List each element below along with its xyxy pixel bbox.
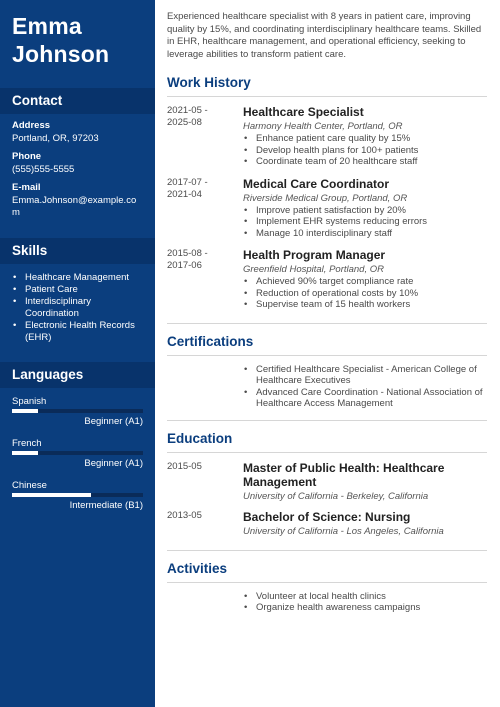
phone-label: Phone <box>12 151 42 162</box>
duty-item: • Implement EHR systems reducing errors <box>243 216 487 228</box>
duties-list <box>243 205 487 240</box>
section-divider <box>167 96 487 97</box>
skill-item: • Healthcare Management <box>12 272 147 284</box>
languages-list <box>0 388 155 512</box>
section-divider <box>167 452 487 453</box>
skill-item: • Interdisciplinary Coordination <box>12 296 147 320</box>
degree: Bachelor of Science: Nursing <box>243 509 411 524</box>
section-divider <box>167 355 487 356</box>
duties-list <box>243 133 487 168</box>
activities-heading: Activities <box>167 560 228 576</box>
duty-item: • Reduction of operational costs by 10% <box>243 288 487 300</box>
last-name: Johnson <box>12 41 110 67</box>
duties-list <box>243 276 487 311</box>
work-dates <box>167 105 243 168</box>
languages-heading: Languages <box>0 362 155 388</box>
language-item <box>12 438 143 470</box>
language-proficiency-bar <box>12 451 143 455</box>
skills-list <box>0 264 155 344</box>
education-heading: Education <box>167 430 233 446</box>
work-entry-body <box>243 248 487 311</box>
education-entry <box>167 461 487 503</box>
main-content <box>155 0 500 707</box>
contact-block <box>0 114 155 220</box>
first-name: Emma <box>12 13 82 39</box>
work-entry <box>167 177 487 240</box>
summary-text: Experienced healthcare specialist with 8 years in patient care, improving quality by 15%, and coordinating interdisciplinary healthcare teams. Skilled in EHR, healthcare management, and operational efficiency, seeking to leverage abilities to transform patient care. <box>167 11 482 60</box>
language-proficiency-fill <box>12 493 91 497</box>
date-start: 2017-07 - <box>167 176 208 188</box>
activities-list <box>243 591 487 614</box>
school: University of California - Los Angeles, California <box>243 525 444 537</box>
contact-heading: Contact <box>0 88 155 114</box>
duty-item: • Enhance patient care quality by 15% <box>243 133 487 145</box>
employer: Greenfield Hospital, Portland, OR <box>243 264 384 275</box>
language-item <box>12 480 143 512</box>
language-name: Spanish <box>12 395 47 407</box>
sidebar <box>0 0 155 707</box>
language-proficiency-bar <box>12 409 143 413</box>
work-entry-body <box>243 177 487 240</box>
work-entry-body <box>243 105 487 168</box>
work-dates <box>167 177 243 240</box>
education-entry-body <box>243 510 487 538</box>
education-entry-body <box>243 461 487 503</box>
duty-item: • Coordinate team of 20 healthcare staff <box>243 156 487 168</box>
certification-item: • Certified Healthcare Specialist - American College of Healthcare Executives <box>243 364 487 387</box>
activity-item: • Organize health awareness campaigns <box>243 602 487 614</box>
certifications-heading: Certifications <box>167 333 254 349</box>
employer: Riverside Medical Group, Portland, OR <box>243 192 408 204</box>
degree: Master of Public Health: Healthcare Management <box>243 460 445 489</box>
language-item <box>12 396 143 428</box>
school: University of California - Berkeley, California <box>243 490 429 502</box>
work-entry <box>167 248 487 311</box>
date-start: 2021-05 - <box>167 105 208 116</box>
duty-item: • Develop health plans for 100+ patients <box>243 145 487 157</box>
work-dates <box>167 248 243 311</box>
address-label: Address <box>12 120 51 131</box>
skills-heading: Skills <box>0 238 155 264</box>
certification-item: • Advanced Care Coordination - National Association of Healthcare Access Management <box>243 387 487 410</box>
job-title: Health Program Manager <box>243 248 386 262</box>
duty-item: • Supervise team of 15 health workers <box>243 299 487 311</box>
work-entry <box>167 105 487 168</box>
language-level: Beginner (A1) <box>84 457 143 469</box>
certifications-list <box>243 364 487 410</box>
email-value[interactable]: Emma.Johnson@example.com <box>12 194 137 218</box>
education-date: 2015-05 <box>167 460 202 472</box>
job-title: Medical Care Coordinator <box>243 176 390 191</box>
phone-value: (555)555-5555 <box>12 163 75 175</box>
section-divider <box>167 582 487 583</box>
job-title: Healthcare Specialist <box>243 105 364 119</box>
language-name: French <box>12 437 42 449</box>
employer: Harmony Health Center, Portland, OR <box>243 121 403 132</box>
candidate-name <box>0 0 155 68</box>
language-level: Intermediate (B1) <box>69 499 143 511</box>
work-history-heading: Work History <box>167 75 251 90</box>
language-level: Beginner (A1) <box>84 415 143 427</box>
duty-item: • Achieved 90% target compliance rate <box>243 276 487 288</box>
education-date: 2013-05 <box>167 509 202 521</box>
duty-item: • Manage 10 interdisciplinary staff <box>243 228 487 240</box>
skill-item: • Patient Care <box>12 284 147 296</box>
activity-item: • Volunteer at local health clinics <box>243 591 487 603</box>
date-start: 2015-08 - <box>167 248 208 259</box>
language-proficiency-fill <box>12 409 38 413</box>
language-proficiency-fill <box>12 451 38 455</box>
language-proficiency-bar <box>12 493 143 497</box>
education-entry <box>167 510 487 538</box>
date-end: 2017-06 <box>167 260 202 271</box>
date-end: 2025-08 <box>167 117 202 128</box>
date-end: 2021-04 <box>167 188 202 200</box>
skill-item: • Electronic Health Records (EHR) <box>12 320 147 344</box>
duty-item: • Improve patient satisfaction by 20% <box>243 205 487 217</box>
address-value: Portland, OR, 97203 <box>12 132 99 144</box>
language-name: Chinese <box>12 479 47 491</box>
email-label: E-mail <box>12 182 41 193</box>
